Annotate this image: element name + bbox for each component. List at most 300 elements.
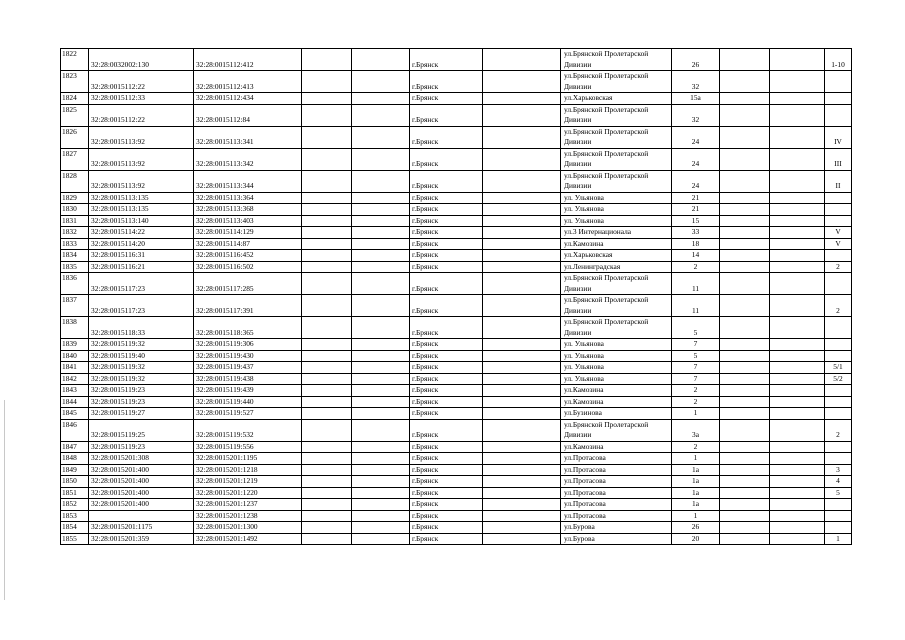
empty-cell: [302, 476, 352, 488]
table-row: [61, 419, 852, 441]
house-number: 7: [672, 339, 720, 351]
empty-cell: [770, 104, 825, 126]
empty-cell: [352, 522, 410, 534]
city: г.Брянск: [410, 453, 483, 465]
empty-cell: [720, 93, 770, 105]
street: ул.Протасова: [561, 476, 672, 488]
empty-cell: [483, 273, 561, 295]
empty-cell: [302, 215, 352, 227]
empty-cell: [770, 453, 825, 465]
land-cadastral-number: 32:28:0015118:33: [89, 317, 194, 339]
empty-cell: [770, 250, 825, 262]
empty-cell: [352, 373, 410, 385]
empty-cell: [352, 126, 410, 148]
empty-cell: [302, 238, 352, 250]
row-number: 1848: [61, 453, 89, 465]
empty-cell: [720, 215, 770, 227]
house-number: 11: [672, 295, 720, 317]
empty-cell: [770, 261, 825, 273]
object-cadastral-number: 32:28:0015119:439: [194, 385, 302, 397]
empty-cell: [483, 487, 561, 499]
street: ул. Ульянова: [561, 215, 672, 227]
city: г.Брянск: [410, 373, 483, 385]
table-row: [61, 227, 852, 239]
row-number: 1822: [61, 49, 89, 71]
row-number: 1850: [61, 476, 89, 488]
empty-cell: [302, 396, 352, 408]
empty-cell: [720, 250, 770, 262]
empty-cell: [720, 295, 770, 317]
street: ул.Ленинградская: [561, 261, 672, 273]
empty-cell: [483, 419, 561, 441]
apartment-number: 4: [825, 476, 852, 488]
empty-cell: [720, 510, 770, 522]
house-number: 1: [672, 453, 720, 465]
house-number: 24: [672, 170, 720, 192]
land-cadastral-number: 32:28:0015119:25: [89, 419, 194, 441]
apartment-number: [825, 339, 852, 351]
empty-cell: [720, 49, 770, 71]
empty-cell: [770, 464, 825, 476]
empty-cell: [352, 453, 410, 465]
empty-cell: [483, 385, 561, 397]
row-number: 1842: [61, 373, 89, 385]
empty-cell: [483, 170, 561, 192]
empty-cell: [483, 104, 561, 126]
row-number: 1825: [61, 104, 89, 126]
empty-cell: [770, 396, 825, 408]
object-cadastral-number: 32:28:0015201:1300: [194, 522, 302, 534]
apartment-number: 2: [825, 261, 852, 273]
row-number: 1843: [61, 385, 89, 397]
apartment-number: [825, 71, 852, 93]
empty-cell: [483, 148, 561, 170]
apartment-number: [825, 204, 852, 216]
empty-cell: [352, 192, 410, 204]
empty-cell: [483, 350, 561, 362]
empty-cell: [352, 204, 410, 216]
empty-cell: [483, 339, 561, 351]
city: г.Брянск: [410, 350, 483, 362]
street: ул.Брянской Пролетарской Дивизии: [561, 273, 672, 295]
property-register-table: [60, 48, 852, 545]
apartment-number: V: [825, 238, 852, 250]
table-row: [61, 464, 852, 476]
table-row: [61, 71, 852, 93]
empty-cell: [720, 522, 770, 534]
empty-cell: [770, 408, 825, 420]
street: ул. Ульянова: [561, 192, 672, 204]
empty-cell: [770, 71, 825, 93]
land-cadastral-number: 32:28:0015112:22: [89, 104, 194, 126]
empty-cell: [302, 104, 352, 126]
house-number: 26: [672, 522, 720, 534]
empty-cell: [302, 339, 352, 351]
register-rows: [61, 49, 852, 545]
empty-cell: [770, 339, 825, 351]
empty-cell: [352, 350, 410, 362]
empty-cell: [483, 533, 561, 545]
row-number: 1838: [61, 317, 89, 339]
row-number: 1836: [61, 273, 89, 295]
house-number: 1: [672, 408, 720, 420]
land-cadastral-number: 32:28:0015201:400: [89, 499, 194, 511]
house-number: 14: [672, 250, 720, 262]
row-number: 1852: [61, 499, 89, 511]
row-number: 1828: [61, 170, 89, 192]
street: ул.Брянской Пролетарской Дивизии: [561, 49, 672, 71]
row-number: 1833: [61, 238, 89, 250]
apartment-number: [825, 250, 852, 262]
empty-cell: [483, 261, 561, 273]
city: г.Брянск: [410, 396, 483, 408]
empty-cell: [352, 510, 410, 522]
row-number: 1831: [61, 215, 89, 227]
city: г.Брянск: [410, 148, 483, 170]
empty-cell: [720, 396, 770, 408]
street: ул.Брянской Пролетарской Дивизии: [561, 295, 672, 317]
object-cadastral-number: 32:28:0015117:285: [194, 273, 302, 295]
empty-cell: [352, 273, 410, 295]
empty-cell: [302, 295, 352, 317]
empty-cell: [302, 533, 352, 545]
land-cadastral-number: 32:28:0015201:400: [89, 476, 194, 488]
object-cadastral-number: 32:28:0015117:391: [194, 295, 302, 317]
land-cadastral-number: 32:28:0015201:400: [89, 464, 194, 476]
empty-cell: [720, 362, 770, 374]
table-row: [61, 385, 852, 397]
empty-cell: [720, 533, 770, 545]
row-number: 1835: [61, 261, 89, 273]
empty-cell: [483, 295, 561, 317]
empty-cell: [483, 510, 561, 522]
empty-cell: [483, 71, 561, 93]
city: г.Брянск: [410, 476, 483, 488]
empty-cell: [483, 522, 561, 534]
table-row: [61, 250, 852, 262]
empty-cell: [302, 204, 352, 216]
street: ул.Протасова: [561, 464, 672, 476]
apartment-number: [825, 273, 852, 295]
city: г.Брянск: [410, 126, 483, 148]
empty-cell: [770, 126, 825, 148]
empty-cell: [483, 453, 561, 465]
empty-cell: [302, 487, 352, 499]
house-number: 32: [672, 104, 720, 126]
empty-cell: [302, 317, 352, 339]
land-cadastral-number: 32:28:0032002:130: [89, 49, 194, 71]
empty-cell: [720, 464, 770, 476]
house-number: 3а: [672, 419, 720, 441]
city: г.Брянск: [410, 317, 483, 339]
object-cadastral-number: 32:28:0015118:365: [194, 317, 302, 339]
street: ул. Ульянова: [561, 204, 672, 216]
land-cadastral-number: 32:28:0015113:92: [89, 148, 194, 170]
street: ул.3 Интернационала: [561, 227, 672, 239]
row-number: 1823: [61, 71, 89, 93]
row-number: 1840: [61, 350, 89, 362]
empty-cell: [720, 273, 770, 295]
empty-cell: [720, 476, 770, 488]
city: г.Брянск: [410, 487, 483, 499]
empty-cell: [720, 192, 770, 204]
empty-cell: [483, 204, 561, 216]
object-cadastral-number: 32:28:0015201:1220: [194, 487, 302, 499]
house-number: 2: [672, 385, 720, 397]
empty-cell: [483, 192, 561, 204]
empty-cell: [483, 126, 561, 148]
empty-cell: [483, 49, 561, 71]
table-row: [61, 215, 852, 227]
apartment-number: III: [825, 148, 852, 170]
empty-cell: [352, 476, 410, 488]
land-cadastral-number: 32:28:0015119:40: [89, 350, 194, 362]
empty-cell: [302, 419, 352, 441]
empty-cell: [302, 373, 352, 385]
city: г.Брянск: [410, 510, 483, 522]
city: г.Брянск: [410, 464, 483, 476]
land-cadastral-number: 32:28:0015117:23: [89, 273, 194, 295]
table-row: [61, 533, 852, 545]
empty-cell: [302, 273, 352, 295]
empty-cell: [720, 487, 770, 499]
row-number: 1826: [61, 126, 89, 148]
empty-cell: [352, 148, 410, 170]
empty-cell: [302, 499, 352, 511]
house-number: 7: [672, 362, 720, 374]
table-row: [61, 373, 852, 385]
house-number: 5: [672, 317, 720, 339]
house-number: 7: [672, 373, 720, 385]
apartment-number: [825, 350, 852, 362]
house-number: 2: [672, 396, 720, 408]
city: г.Брянск: [410, 227, 483, 239]
city: г.Брянск: [410, 362, 483, 374]
row-number: 1829: [61, 192, 89, 204]
empty-cell: [770, 350, 825, 362]
city: г.Брянск: [410, 385, 483, 397]
object-cadastral-number: 32:28:0015201:1237: [194, 499, 302, 511]
empty-cell: [770, 93, 825, 105]
empty-cell: [720, 499, 770, 511]
street: ул.Брянской Пролетарской Дивизии: [561, 126, 672, 148]
apartment-number: IV: [825, 126, 852, 148]
empty-cell: [483, 227, 561, 239]
house-number: 1а: [672, 464, 720, 476]
street: ул.Брянской Пролетарской Дивизии: [561, 104, 672, 126]
object-cadastral-number: 32:28:0015201:1238: [194, 510, 302, 522]
object-cadastral-number: 32:28:0015201:1195: [194, 453, 302, 465]
empty-cell: [770, 362, 825, 374]
street: ул. Ульянова: [561, 362, 672, 374]
apartment-number: 5: [825, 487, 852, 499]
empty-cell: [302, 453, 352, 465]
street: ул.Камозина: [561, 441, 672, 453]
land-cadastral-number: 32:28:0015117:23: [89, 295, 194, 317]
empty-cell: [483, 238, 561, 250]
apartment-number: [825, 396, 852, 408]
street: ул.Бурова: [561, 533, 672, 545]
apartment-number: 3: [825, 464, 852, 476]
empty-cell: [483, 362, 561, 374]
empty-cell: [770, 487, 825, 499]
empty-cell: [720, 104, 770, 126]
table-row: [61, 295, 852, 317]
table-row: [61, 487, 852, 499]
empty-cell: [483, 476, 561, 488]
object-cadastral-number: 32:28:0015116:452: [194, 250, 302, 262]
land-cadastral-number: 32:28:0015116:21: [89, 261, 194, 273]
empty-cell: [302, 510, 352, 522]
empty-cell: [483, 215, 561, 227]
row-number: 1853: [61, 510, 89, 522]
empty-cell: [770, 148, 825, 170]
table-row: [61, 170, 852, 192]
house-number: 33: [672, 227, 720, 239]
table-row: [61, 192, 852, 204]
table-row: [61, 49, 852, 71]
apartment-number: [825, 192, 852, 204]
row-number: 1849: [61, 464, 89, 476]
row-number: 1851: [61, 487, 89, 499]
empty-cell: [770, 273, 825, 295]
land-cadastral-number: 32:28:0015113:140: [89, 215, 194, 227]
street: ул.Протасова: [561, 487, 672, 499]
street: ул.Брянской Пролетарской Дивизии: [561, 317, 672, 339]
empty-cell: [302, 250, 352, 262]
city: г.Брянск: [410, 261, 483, 273]
empty-cell: [770, 238, 825, 250]
empty-cell: [352, 464, 410, 476]
table-row: [61, 522, 852, 534]
empty-cell: [352, 295, 410, 317]
empty-cell: [352, 396, 410, 408]
land-cadastral-number: 32:28:0015113:135: [89, 192, 194, 204]
house-number: 21: [672, 204, 720, 216]
empty-cell: [770, 441, 825, 453]
street: ул.Брянской Пролетарской Дивизии: [561, 148, 672, 170]
empty-cell: [720, 373, 770, 385]
table-row: [61, 339, 852, 351]
street: ул.Протасова: [561, 510, 672, 522]
empty-cell: [720, 238, 770, 250]
empty-cell: [302, 192, 352, 204]
table-row: [61, 362, 852, 374]
empty-cell: [302, 227, 352, 239]
empty-cell: [302, 71, 352, 93]
land-cadastral-number: 32:28:0015114:22: [89, 227, 194, 239]
object-cadastral-number: 32:28:0015201:1219: [194, 476, 302, 488]
empty-cell: [770, 522, 825, 534]
empty-cell: [352, 533, 410, 545]
empty-cell: [720, 419, 770, 441]
empty-cell: [770, 533, 825, 545]
land-cadastral-number: 32:28:0015116:31: [89, 250, 194, 262]
apartment-number: 1: [825, 533, 852, 545]
empty-cell: [302, 126, 352, 148]
table-row: [61, 396, 852, 408]
object-cadastral-number: 32:28:0015119:532: [194, 419, 302, 441]
empty-cell: [302, 362, 352, 374]
empty-cell: [720, 204, 770, 216]
table-row: [61, 238, 852, 250]
city: г.Брянск: [410, 170, 483, 192]
table-row: [61, 408, 852, 420]
land-cadastral-number: 32:28:0015201:400: [89, 487, 194, 499]
house-number: 1а: [672, 487, 720, 499]
empty-cell: [483, 441, 561, 453]
empty-cell: [770, 170, 825, 192]
row-number: 1847: [61, 441, 89, 453]
table-row: [61, 204, 852, 216]
empty-cell: [720, 385, 770, 397]
apartment-number: [825, 385, 852, 397]
empty-cell: [770, 373, 825, 385]
empty-cell: [720, 148, 770, 170]
empty-cell: [352, 339, 410, 351]
empty-cell: [302, 522, 352, 534]
row-number: 1844: [61, 396, 89, 408]
object-cadastral-number: 32:28:0015119:438: [194, 373, 302, 385]
empty-cell: [483, 250, 561, 262]
table-row: [61, 261, 852, 273]
city: г.Брянск: [410, 522, 483, 534]
table-row: [61, 93, 852, 105]
house-number: 24: [672, 126, 720, 148]
empty-cell: [352, 385, 410, 397]
object-cadastral-number: 32:28:0015119:527: [194, 408, 302, 420]
city: г.Брянск: [410, 204, 483, 216]
street: ул.Брянской Пролетарской Дивизии: [561, 419, 672, 441]
apartment-number: [825, 441, 852, 453]
empty-cell: [483, 93, 561, 105]
row-number: 1830: [61, 204, 89, 216]
empty-cell: [352, 250, 410, 262]
object-cadastral-number: 32:28:0015119:306: [194, 339, 302, 351]
city: г.Брянск: [410, 441, 483, 453]
empty-cell: [770, 204, 825, 216]
house-number: 1: [672, 510, 720, 522]
empty-cell: [352, 104, 410, 126]
street: ул. Ульянова: [561, 373, 672, 385]
city: г.Брянск: [410, 93, 483, 105]
empty-cell: [483, 408, 561, 420]
table-row: [61, 317, 852, 339]
empty-cell: [770, 499, 825, 511]
house-number: 18: [672, 238, 720, 250]
street: ул.Бурова: [561, 522, 672, 534]
city: г.Брянск: [410, 49, 483, 71]
city: г.Брянск: [410, 104, 483, 126]
house-number: 32: [672, 71, 720, 93]
empty-cell: [770, 227, 825, 239]
object-cadastral-number: 32:28:0015119:440: [194, 396, 302, 408]
land-cadastral-number: 32:28:0015119:23: [89, 385, 194, 397]
empty-cell: [770, 385, 825, 397]
apartment-number: [825, 317, 852, 339]
city: г.Брянск: [410, 408, 483, 420]
house-number: 20: [672, 533, 720, 545]
object-cadastral-number: 32:28:0015112:413: [194, 71, 302, 93]
empty-cell: [302, 464, 352, 476]
row-number: 1834: [61, 250, 89, 262]
empty-cell: [720, 339, 770, 351]
empty-cell: [770, 419, 825, 441]
table-row: [61, 350, 852, 362]
row-number: 1839: [61, 339, 89, 351]
house-number: 5: [672, 350, 720, 362]
street: ул.Протасова: [561, 453, 672, 465]
